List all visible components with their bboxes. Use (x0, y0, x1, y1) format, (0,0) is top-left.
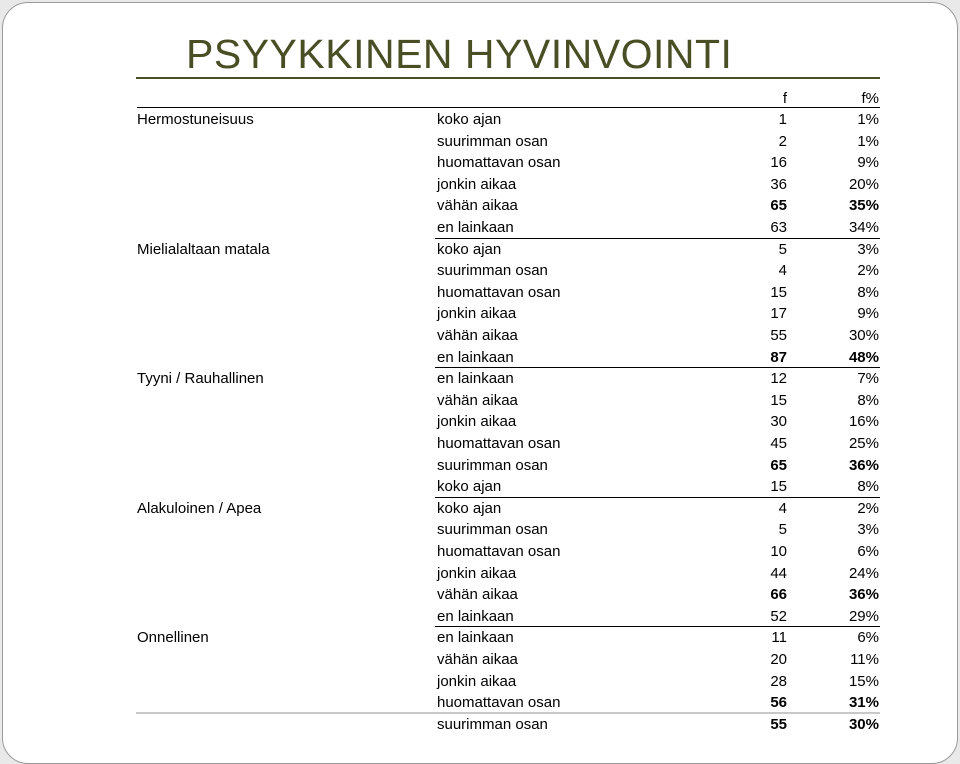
response-label: jonkin aikaa (437, 305, 517, 323)
percent-value: 16% (848, 413, 879, 431)
table-row (3, 649, 957, 670)
category-label: Hermostuneisuus (137, 111, 254, 128)
response-label: jonkin aikaa (437, 672, 517, 690)
response-label: huomattavan osan (437, 283, 561, 301)
percent-value: 24% (848, 564, 879, 582)
frequency-value: 1 (778, 111, 787, 128)
percent-value: 9% (857, 154, 879, 172)
table-row (3, 692, 957, 713)
frequency-value: 16 (770, 154, 787, 172)
response-label: koko ajan (437, 111, 502, 128)
percent-value: 6% (857, 543, 879, 560)
frequency-value: 20 (770, 651, 787, 668)
category-label: Tyyni / Rauhallinen (137, 370, 264, 388)
response-label: jonkin aikaa (437, 413, 517, 431)
table-row (3, 325, 957, 346)
table-row (3, 606, 957, 627)
frequency-value: 12 (770, 370, 787, 388)
frequency-value: 10 (770, 543, 787, 560)
response-label: vähän aikaa (437, 197, 518, 215)
percent-value: 1% (857, 132, 879, 150)
footer-rule (136, 712, 880, 714)
table-row (3, 563, 957, 584)
response-label: en lainkaan (437, 629, 514, 647)
percent-value: 15% (848, 672, 879, 690)
percent-value: 36% (848, 586, 879, 604)
percent-value: 30% (848, 327, 879, 344)
response-label: vähän aikaa (437, 391, 518, 409)
header-f: f (782, 90, 787, 107)
table-row (3, 368, 957, 389)
percent-value: 35% (848, 197, 879, 215)
percent-value: 30% (848, 715, 879, 733)
table-row (3, 498, 957, 519)
percent-value: 2% (857, 499, 879, 517)
frequency-value: 65 (770, 456, 787, 474)
response-label: suurimman osan (437, 132, 548, 150)
response-label: koko ajan (437, 499, 502, 517)
table-header-row (3, 88, 957, 109)
response-label: koko ajan (437, 478, 502, 496)
percent-value: 29% (848, 607, 879, 625)
table-row (3, 627, 957, 648)
frequency-value: 2 (778, 132, 787, 150)
percent-value: 36% (848, 456, 879, 474)
table-row (3, 109, 957, 130)
table-row (3, 390, 957, 411)
table-row (3, 174, 957, 195)
table-row (3, 433, 957, 454)
frequency-value: 5 (778, 240, 787, 258)
response-label: en lainkaan (437, 219, 514, 236)
slide (2, 2, 958, 764)
table-row (3, 411, 957, 432)
frequency-value: 63 (770, 219, 787, 236)
frequency-value: 15 (770, 391, 787, 409)
frequency-value: 30 (770, 413, 787, 431)
frequency-value: 15 (770, 283, 787, 301)
table-row (3, 131, 957, 152)
table-row (3, 303, 957, 324)
table-row (3, 455, 957, 476)
response-label: vähän aikaa (437, 651, 518, 668)
percent-value: 2% (857, 262, 879, 280)
table-row (3, 239, 957, 260)
table-row (3, 671, 957, 692)
frequency-value: 11 (771, 629, 787, 647)
percent-value: 48% (848, 348, 879, 366)
response-label: en lainkaan (437, 607, 514, 625)
frequency-value: 52 (770, 607, 787, 625)
table-row (3, 476, 957, 497)
page-title: PSYYKKINEN HYVINVOINTI (186, 31, 733, 77)
percent-value: 34% (848, 219, 879, 236)
percent-value: 9% (857, 305, 879, 323)
frequency-value: 17 (770, 305, 787, 323)
response-label: vähän aikaa (437, 327, 518, 344)
frequency-value: 87 (770, 348, 787, 366)
table-row (3, 282, 957, 303)
percent-value: 20% (848, 175, 879, 193)
frequency-value: 65 (770, 197, 787, 215)
table-row (3, 260, 957, 281)
table-row (3, 152, 957, 173)
table-row (3, 217, 957, 238)
header-percent: f% (861, 90, 879, 107)
percent-value: 8% (857, 391, 879, 409)
table-row (3, 584, 957, 605)
response-label: en lainkaan (437, 370, 514, 388)
response-label: huomattavan osan (437, 154, 561, 172)
response-label: en lainkaan (437, 348, 514, 366)
response-label: huomattavan osan (437, 543, 561, 560)
title-underline (136, 77, 880, 79)
percent-value: 8% (857, 478, 879, 496)
table-row (3, 195, 957, 216)
percent-value: 8% (857, 283, 879, 301)
response-label: suurimman osan (437, 262, 548, 280)
header-separator (137, 107, 880, 108)
percent-value: 31% (848, 694, 879, 712)
frequency-value: 28 (770, 672, 787, 690)
response-label: vähän aikaa (437, 586, 518, 604)
category-label: Alakuloinen / Apea (137, 499, 262, 517)
response-label: koko ajan (437, 240, 502, 258)
response-label: suurimman osan (437, 715, 548, 733)
frequency-value: 44 (770, 564, 787, 582)
percent-value: 25% (848, 435, 879, 452)
response-label: huomattavan osan (437, 694, 561, 712)
response-label: suurimman osan (437, 456, 548, 474)
percent-value: 3% (857, 240, 879, 258)
frequency-value: 66 (770, 586, 787, 604)
category-label: Mielialaltaan matala (137, 240, 270, 258)
table-row (3, 347, 957, 368)
table-row (3, 519, 957, 540)
frequency-value: 36 (770, 175, 787, 193)
response-label: suurimman osan (437, 521, 548, 539)
response-label: jonkin aikaa (437, 564, 517, 582)
frequency-value: 5 (778, 521, 787, 539)
table-row (3, 541, 957, 562)
frequency-value: 45 (770, 435, 787, 452)
percent-value: 11% (850, 651, 879, 668)
frequency-value: 4 (778, 499, 787, 517)
frequency-value: 55 (770, 327, 787, 344)
response-label: jonkin aikaa (437, 175, 517, 193)
percent-value: 6% (857, 629, 879, 647)
response-label: huomattavan osan (437, 435, 561, 452)
frequency-value: 55 (770, 715, 787, 733)
frequency-value: 56 (770, 694, 787, 712)
percent-value: 1% (857, 111, 879, 128)
percent-value: 3% (857, 521, 879, 539)
percent-value: 7% (857, 370, 879, 388)
frequency-value: 15 (770, 478, 787, 496)
table-row (3, 714, 957, 735)
frequency-value: 4 (778, 262, 787, 280)
category-label: Onnellinen (137, 629, 209, 647)
